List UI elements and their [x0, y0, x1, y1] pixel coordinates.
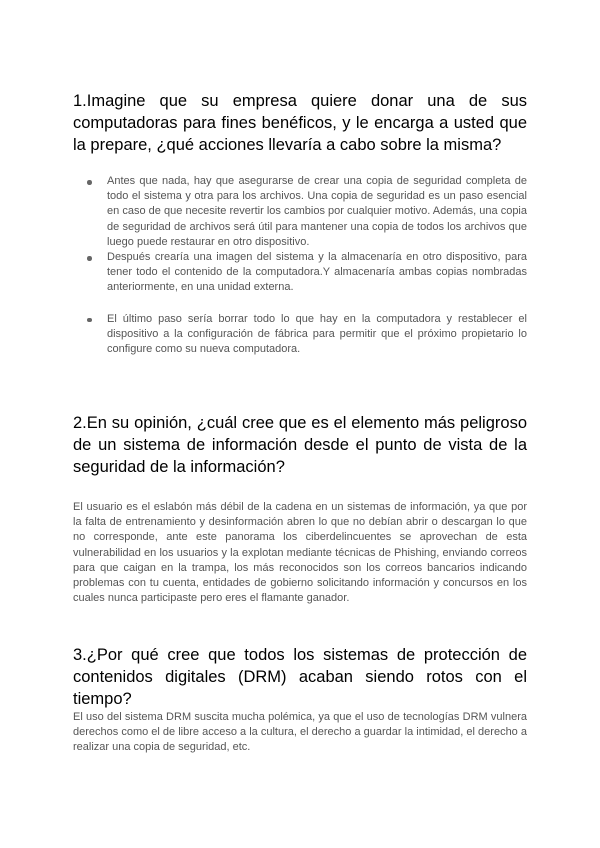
question-2-heading: 2.En su opinión, ¿cuál cree que es el elemento más peligroso de un sistema de información desde el punto de vista de la seguridad de la información?	[73, 414, 527, 476]
bullet-dot-icon	[87, 318, 92, 323]
list-item-text: Después crearía una imagen del sistema y la almacenaría en otro dispositivo, para tener todo el contenido de la computadora.Y almacenaría ambas copias nombradas anteriormente, en una unidad externa.	[107, 251, 527, 294]
question-1-heading: 1.Imagine que su empresa quiere donar una de sus computadoras para fines benéficos, y le encarga a usted que la prepare, ¿qué acciones llevaría a cabo sobre la misma?	[73, 92, 527, 154]
bullet-dot-icon	[87, 180, 92, 185]
question-1-answer-list	[87, 174, 527, 357]
question-3-answer: El uso del sistema DRM suscita mucha polémica, ya que el uso de tecnologías DRM vulnera derechos como el de libre acceso a la cultura, el derecho a guardar la intimidad, el derecho a realizar una copia de seguridad, etc.	[73, 711, 527, 754]
question-3-heading: 3.¿Por qué cree que todos los sistemas de protección de contenidos digitales (DRM) acaban siendo rotos con el tiempo?	[73, 646, 527, 708]
list-item	[87, 250, 527, 296]
list-item-text: Antes que nada, hay que asegurarse de crear una copia de seguridad completa de todo el sistema y otra para los archivos. Una copia de seguridad es un paso esencial en caso de que necesite revertir los cambios por cualquier motivo. Además, una copia de seguridad de archivos será útil para mantener una copia de todos los archivos que luego puede restaurar en otro dispositivo.	[107, 175, 527, 248]
bullet-dot-icon	[87, 256, 92, 261]
list-item	[87, 174, 527, 250]
list-item	[87, 312, 527, 358]
list-item-text: El último paso sería borrar todo lo que hay en la computadora y restablecer el dispositivo a la configuración de fábrica para permitir que el próximo propietario lo configure como su nueva computadora.	[107, 312, 527, 356]
question-2-answer: El usuario es el eslabón más débil de la cadena en un sistemas de información, ya que por la falta de entrenamiento y desinformación abren lo que no debían abrir o descargan lo que no corresponde, ante este panorama los ciberdelincuentes se aprovechan de esta vulnerabilidad en los usuarios y la explotan mediante técnicas de Phishing, enviando correos para que caigan en la trampa, los más reconocidos son los correos bancarios indicando problemas con tu cuenta, entidades de gobierno solicitando información y concursos en los cuales nunca participaste pero eres el flamante ganador.	[73, 501, 527, 605]
